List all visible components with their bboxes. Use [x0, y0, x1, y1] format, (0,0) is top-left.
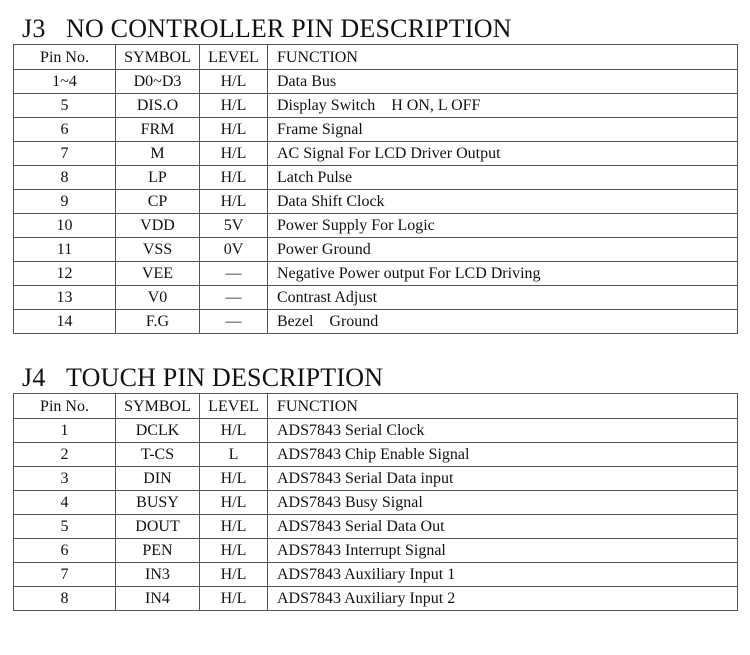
level-cell: 5V — [200, 214, 268, 238]
level-cell: — — [200, 286, 268, 310]
table-row — [14, 467, 738, 491]
pin-number-cell: 2 — [14, 443, 116, 467]
symbol-cell: PEN — [116, 539, 200, 563]
pin-number-cell: 7 — [14, 142, 116, 166]
header-pin-no: Pin No. — [14, 394, 116, 419]
symbol-cell: DOUT — [116, 515, 200, 539]
symbol-cell: M — [116, 142, 200, 166]
header-function: FUNCTION — [268, 45, 738, 70]
symbol-cell: DIN — [116, 467, 200, 491]
symbol-cell: DIS.O — [116, 94, 200, 118]
symbol-cell: VDD — [116, 214, 200, 238]
table-row — [14, 587, 738, 611]
function-cell: ADS7843 Serial Data Out — [268, 515, 738, 539]
j3-connector-id: J3 — [22, 14, 46, 43]
function-cell: ADS7843 Serial Clock — [268, 419, 738, 443]
level-cell: L — [200, 443, 268, 467]
symbol-cell: VSS — [116, 238, 200, 262]
level-cell: H/L — [200, 587, 268, 611]
function-cell: ADS7843 Auxiliary Input 2 — [268, 587, 738, 611]
pin-number-cell: 9 — [14, 190, 116, 214]
symbol-cell: IN3 — [116, 563, 200, 587]
table-row — [14, 539, 738, 563]
pin-number-cell: 5 — [14, 515, 116, 539]
level-cell: H/L — [200, 515, 268, 539]
pin-number-cell: 10 — [14, 214, 116, 238]
pin-number-cell: 4 — [14, 491, 116, 515]
function-cell: Power Supply For Logic — [268, 214, 738, 238]
symbol-cell: FRM — [116, 118, 200, 142]
table-row — [14, 491, 738, 515]
j4-connector-id: J4 — [22, 363, 46, 392]
function-cell: ADS7843 Auxiliary Input 1 — [268, 563, 738, 587]
pin-number-cell: 8 — [14, 587, 116, 611]
level-cell: H/L — [200, 467, 268, 491]
header-symbol: SYMBOL — [116, 45, 200, 70]
table-row — [14, 94, 738, 118]
header-symbol: SYMBOL — [116, 394, 200, 419]
symbol-cell: LP — [116, 166, 200, 190]
j4-title-text: TOUCH PIN DESCRIPTION — [66, 363, 384, 392]
pin-number-cell: 11 — [14, 238, 116, 262]
pin-number-cell: 8 — [14, 166, 116, 190]
level-cell: H/L — [200, 70, 268, 94]
level-cell: — — [200, 310, 268, 334]
symbol-cell: T-CS — [116, 443, 200, 467]
j4-pin-table — [13, 393, 738, 611]
symbol-cell: VEE — [116, 262, 200, 286]
level-cell: H/L — [200, 166, 268, 190]
pin-number-cell: 6 — [14, 118, 116, 142]
function-cell: Negative Power output For LCD Driving — [268, 262, 738, 286]
table-header-row — [14, 45, 738, 70]
table-row — [14, 310, 738, 334]
pin-number-cell: 14 — [14, 310, 116, 334]
level-cell: H/L — [200, 94, 268, 118]
j4-table-body — [14, 419, 738, 611]
table-row — [14, 286, 738, 310]
j3-title-text: NO CONTROLLER PIN DESCRIPTION — [66, 14, 512, 43]
symbol-cell: V0 — [116, 286, 200, 310]
level-cell: H/L — [200, 419, 268, 443]
level-cell: H/L — [200, 563, 268, 587]
table-row — [14, 214, 738, 238]
level-cell: H/L — [200, 142, 268, 166]
header-function: FUNCTION — [268, 394, 738, 419]
table-row — [14, 238, 738, 262]
header-level: LEVEL — [200, 45, 268, 70]
function-cell: Frame Signal — [268, 118, 738, 142]
function-cell: Bezel Ground — [268, 310, 738, 334]
symbol-cell: IN4 — [116, 587, 200, 611]
pin-number-cell: 6 — [14, 539, 116, 563]
header-pin-no: Pin No. — [14, 45, 116, 70]
function-cell: Latch Pulse — [268, 166, 738, 190]
table-row — [14, 190, 738, 214]
function-cell: ADS7843 Busy Signal — [268, 491, 738, 515]
function-cell: Data Shift Clock — [268, 190, 738, 214]
table-row — [14, 419, 738, 443]
table-row — [14, 262, 738, 286]
table-row — [14, 443, 738, 467]
function-cell: Contrast Adjust — [268, 286, 738, 310]
pin-number-cell: 5 — [14, 94, 116, 118]
function-cell: Data Bus — [268, 70, 738, 94]
symbol-cell: BUSY — [116, 491, 200, 515]
level-cell: H/L — [200, 190, 268, 214]
symbol-cell: DCLK — [116, 419, 200, 443]
level-cell: H/L — [200, 491, 268, 515]
table-row — [14, 70, 738, 94]
table-row — [14, 515, 738, 539]
j3-section-title — [22, 14, 512, 44]
function-cell: ADS7843 Chip Enable Signal — [268, 443, 738, 467]
table-row — [14, 142, 738, 166]
pin-number-cell: 7 — [14, 563, 116, 587]
table-header-row — [14, 394, 738, 419]
table-row — [14, 563, 738, 587]
pin-number-cell: 13 — [14, 286, 116, 310]
pin-number-cell: 3 — [14, 467, 116, 491]
header-level: LEVEL — [200, 394, 268, 419]
function-cell: Power Ground — [268, 238, 738, 262]
table-row — [14, 166, 738, 190]
function-cell: ADS7843 Interrupt Signal — [268, 539, 738, 563]
level-cell: 0V — [200, 238, 268, 262]
function-cell: Display Switch H ON, L OFF — [268, 94, 738, 118]
j3-pin-table — [13, 44, 738, 334]
pin-number-cell: 1~4 — [14, 70, 116, 94]
pin-number-cell: 12 — [14, 262, 116, 286]
function-cell: AC Signal For LCD Driver Output — [268, 142, 738, 166]
level-cell: H/L — [200, 539, 268, 563]
symbol-cell: D0~D3 — [116, 70, 200, 94]
symbol-cell: F.G — [116, 310, 200, 334]
function-cell: ADS7843 Serial Data input — [268, 467, 738, 491]
j4-section-title — [22, 363, 383, 393]
pin-number-cell: 1 — [14, 419, 116, 443]
symbol-cell: CP — [116, 190, 200, 214]
level-cell: H/L — [200, 118, 268, 142]
table-row — [14, 118, 738, 142]
j3-table-body — [14, 70, 738, 334]
level-cell: — — [200, 262, 268, 286]
